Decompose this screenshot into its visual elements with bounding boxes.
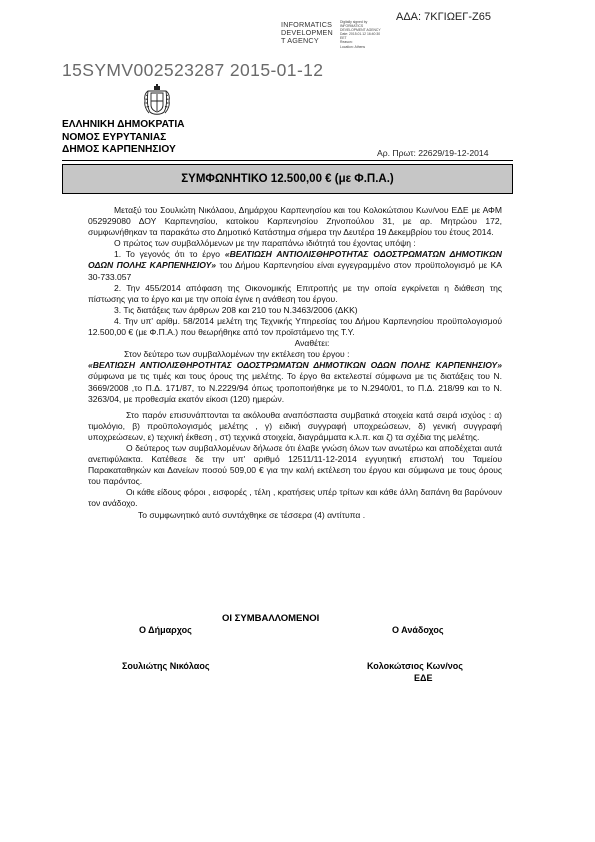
header-divider	[62, 160, 513, 161]
signatures-heading: ΟΙ ΣΥΜΒΑΛΛΟΜΕΝΟΙ	[222, 613, 320, 624]
item-2: 2. Την 455/2014 απόφαση της Οικονομικής Επιτροπής με την οποία εγκρίνεται η διάθεση της πίστωσης για το έργο και με την οποία έγινε η ανάθεση του έργου.	[88, 282, 502, 304]
assigns-label: Αναθέτει:	[294, 338, 330, 349]
signing-agency	[281, 21, 341, 45]
taxes-paragraph: Οι κάθε είδους φόροι , εισφορές , τέλη , κρατήσεις υπέρ τρίτων και κάθε άλλη δαπάνη θα βαρύνουν τον ανάδοχο.	[88, 487, 502, 509]
digital-signature-info	[340, 20, 410, 49]
item-4: 4. Την υπ' αρίθμ. 58/2014 μελέτη της Τεχνικής Υπηρεσίας του Δήμου Καρπενησίου προϋπολογισμού 12.500,00 € (με Φ.Π.Α.) που θεωρήθηκε από τον προϊστάμενο της Τ.Υ.	[88, 315, 502, 338]
header-municipality: ΔΗΜΟΣ ΚΑΡΠΕΝΗΣΙΟΥ	[62, 144, 176, 155]
contractor-name: Κολοκώτσιος Κων/νος	[367, 661, 463, 671]
copies-paragraph: Το συμφωνητικό αυτό συντάχθηκε σε τέσσερα (4) αντίτυπα .	[138, 509, 366, 520]
signature-line: Location: Athens	[340, 44, 366, 49]
ada-code: ΑΔΑ: 7ΚΓΙΩΕΓ-Ζ65	[396, 11, 491, 23]
header-prefecture: ΝΟΜΟΣ ΕΥΡΥΤΑΝΙΑΣ	[62, 131, 167, 143]
signature-line: EET	[340, 36, 347, 41]
protocol-number: Αρ. Πρωτ: 22629/19-12-2014	[377, 148, 489, 158]
signature-line: DEVELOPMENT AGENCY	[340, 28, 381, 33]
contractor-suffix: ΕΔΕ	[414, 673, 433, 683]
registry-stamp: 15SYMV002523287 2015-01-12	[62, 60, 324, 80]
first-party-paragraph: Ο πρώτος των συμβαλλόμενων με την παραπάνω ιδιότητά του έχοντας υπόψη :	[114, 238, 416, 249]
second-intro: Στον δεύτερο των συμβαλλομένων την εκτέλεση του έργου :	[124, 349, 350, 360]
item-1-end: του Δήμου Καρπενησίου είναι εγγεγραμμένο στον προϋπολογισμό με ΚΑ 30-733.057	[88, 260, 503, 282]
contract-body	[88, 205, 502, 521]
mayor-name: Σουλιώτης Νικόλαος	[122, 661, 210, 671]
contractor-role: Ο Ανάδοχος	[392, 625, 444, 635]
agency-line: T AGENCY	[281, 36, 319, 45]
item-1-project: «ΒΕΛΤΙΩΣΗ ΑΝΤΙΟΛΙΣΘΗΡΟΤΗΤΑΣ ΟΔΟΣΤΡΩΜΑΤΩΝ ΔΗΜΟΤΙΚΩΝ ΟΔΩΝ ΠΟΛΗΣ ΚΑΡΠΕΝΗΣΙΟΥ»	[88, 249, 502, 271]
item-3: 3. Τις διατάξεις των άρθρων 208 και 210 του Ν.3463/2006 (ΔΚΚ)	[114, 304, 358, 315]
document-header	[62, 119, 185, 157]
mayor-role: Ο Δήμαρχος	[139, 625, 192, 635]
intro-paragraph: Μεταξύ του Σουλιώτη Νικόλαου, Δημάρχου Καρπενησίου και του Κολοκώτσιου Κων/νου ΕΔΕ με ΑΦΜ 052929080 ΔΟΥ Καρπενησίου, κατοίκου Καρπενησίου Ζηνοπούλου 31, με αρ. Μητρώου 172, συμφωνήθηκαν τα παρακάτω στο Δημοτικό Κατάστημα σήμερα την Δευτέρα 19 Δεκεμβρίου του έτους 2014.	[88, 205, 502, 238]
greek-coat-of-arms-icon	[141, 83, 173, 117]
signature-line: Date: 2015.01.12 16:40:30	[340, 32, 381, 37]
agency-line: INFORMATICS	[281, 20, 333, 29]
item-1	[88, 249, 502, 282]
header-republic: ΕΛΛΗΝΙΚΗ ΔΗΜΟΚΡΑΤΙΑ	[62, 119, 185, 130]
project-details: σύμφωνα με τις τιμές και τους όρους της μελέτης. Το έργο θα εκτελεστεί σύμφωνα με τις διατάξεις του Ν. 3669/2008 ,το Π.Δ. 171/87, το Ν.2229/94 όπως τροποποιήθηκε με το Ν.2940/01, το Π.Δ. 218/99 και το Ν. 3263/04, με προθεσμία εκατόν είκοσι (120) ημερών.	[88, 371, 502, 404]
guarantee-paragraph: Ο δεύτερος των συμβαλλομένων δήλωσε ότι έλαβε γνώση όλων των ανωτέρω και αποδέχεται αυτά ανεπιφύλακτα. Κατέθεσε δε την υπ' αριθμό 12511/11-12-2014 εγγυητική επιστολή του Ταμείου Παρακαταθηκών και Δανείων ποσού 509,00 € για την καλή εκτέλεση του έργου και σύμφωνα με τους όρους του παρόντος.	[88, 442, 502, 487]
agency-line: DEVELOPMEN	[281, 28, 333, 37]
signature-line: Digitally signed by	[340, 20, 368, 24]
project-paragraph	[88, 360, 502, 404]
project-name: «ΒΕΛΤΙΩΣΗ ΑΝΤΙΟΛΙΣΘΗΡΟΤΗΤΑΣ ΟΔΟΣΤΡΩΜΑΤΩΝ ΔΗΜΟΤΙΚΩΝ ΟΔΩΝ ΠΟΛΗΣ ΚΑΡΠΕΝΗΣΙΟΥ»	[88, 360, 502, 371]
attached-paragraph: Στο παρόν επισυνάπτονται τα ακόλουθα αναπόσπαστα συμβατικά στοιχεία κατά σειρά ισχύος : α) τιμολόγιο, β) προϋπολογισμός μελέτης , γ) ειδική συγγραφή υποχρεώσεων, δ) γενική συγγραφή υποχρεώσεων, ε) τεχνική έκθεση , στ) τεχνικά στοιχεία, διαγράμματα κ.λ.π. και ζ) τα σχέδια της μελέτης.	[88, 409, 502, 442]
document-title: ΣΥΜΦΩΝΗΤΙΚΟ 12.500,00 € (με Φ.Π.Α.)	[62, 164, 513, 194]
item-1-start: 1. Το γεγονός ότι το έργο	[114, 249, 225, 260]
signature-line: Reason:	[340, 40, 353, 45]
signature-line: INFORMATICS	[340, 24, 364, 29]
